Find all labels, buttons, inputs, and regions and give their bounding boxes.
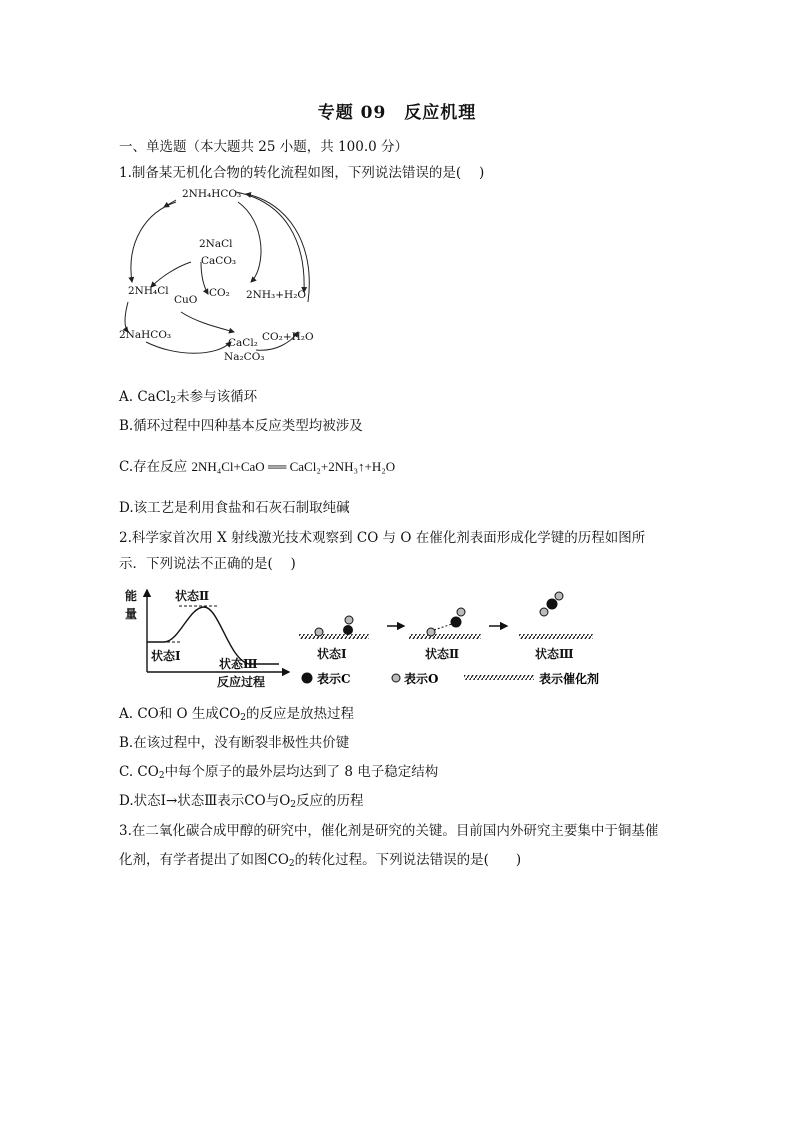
reaction-equation: 2NH₄Cl+CaO ══ CaCl₂+2NH₃↑+H₂O [191, 459, 396, 474]
cycle-arrow [146, 342, 231, 353]
section-heading: 一、单选题（本大题共 25 小题，共 100.0 分） [119, 139, 408, 155]
node-caco3: CaCO₃ [201, 255, 237, 267]
cycle-arrow [238, 202, 261, 282]
cycle-arrow [125, 302, 128, 332]
q1-option-a: A. CaCl$_2$未参与该循环 [119, 389, 258, 406]
panel-state-3-label: 状态Ⅲ [535, 647, 574, 661]
curve-state-3-label: 状态Ⅲ [219, 657, 258, 671]
q1-option-c: C.存在反应 2NH₄Cl+CaO ══ CaCl₂+2NH₃↑+H₂O [119, 459, 396, 475]
q2-option-c: C. $CO_2$中每个原子的最外层均达到了 8 电子稳定结构 [119, 764, 439, 781]
question-1-stem: 1.制备某无机化合物的转化流程如图，下列说法错误的是( ) [119, 165, 485, 181]
node-nahco3: 2NaHCO₃ [119, 329, 172, 341]
node-cacl2: CaCl₂ [228, 337, 258, 349]
cycle-arrow [151, 262, 191, 287]
oxygen-atom [427, 628, 435, 636]
panel-state-2-label: 状态Ⅱ [425, 647, 460, 661]
legend-catalyst-label: 表示催化剂 [539, 672, 600, 686]
q2-option-d: D.状态Ⅰ→状态Ⅲ表示CO与$O_2$反应的历程 [119, 793, 364, 810]
q2-option-a: A. CO和 O 生成$CO_2$的反应是放热过程 [119, 706, 355, 723]
q1-option-b: B.循环过程中四种基本反应类型均被涉及 [119, 418, 363, 434]
oxygen-atom [540, 608, 548, 616]
catalyst-surface-1 [299, 634, 369, 639]
question-2-stem-line1: 2.科学家首次用 X 射线激光技术观察到 CO 与 O 在催化剂表面形成化学键的历程如图所 [119, 530, 646, 546]
question-2-stem-line2: 示．下列说法不正确的是( ) [119, 556, 296, 572]
question-3-stem-line2: 化剂，有学者提出了如图$CO_2$的转化过程。下列说法错误的是( ) [119, 852, 522, 869]
catalyst-surface-2 [409, 634, 481, 639]
cycle-arrow [246, 194, 309, 302]
energy-axis-label-2: 量 [125, 607, 138, 621]
carbon-atom [343, 625, 353, 635]
node-nh4cl: 2NH₄Cl [128, 285, 169, 297]
q1-cycle-diagram [116, 182, 322, 372]
cycle-arrow [236, 192, 304, 292]
panel-state-1-label: 状态Ⅰ [317, 647, 347, 661]
cycle-arrow [181, 312, 234, 332]
node-nh4hco3: 2NH₄HCO₃ [182, 188, 242, 200]
page-title: 专题 09 反应机理 [317, 103, 477, 123]
oxygen-atom [315, 628, 323, 636]
node-na2co3: Na₂CO₃ [224, 351, 265, 363]
node-nh3-h2o: 2NH₃+H₂O [246, 289, 307, 301]
catalyst-surface-3 [519, 634, 593, 639]
legend-carbon-icon [302, 673, 313, 684]
cycle-arrow [131, 202, 176, 282]
q1-option-d: D.该工艺是利用食盐和石灰石制取纯碱 [119, 500, 350, 516]
oxygen-atom [555, 592, 563, 600]
curve-state-1-label: 状态Ⅰ [151, 649, 181, 663]
curve-state-2-label: 状态Ⅱ [175, 589, 210, 603]
node-co2: CO₂ [209, 287, 230, 299]
carbon-atom [451, 617, 462, 628]
cycle-arrow [164, 200, 176, 207]
legend-oxygen-icon [392, 674, 400, 682]
legend-catalyst-icon [464, 675, 534, 680]
node-nacl: 2NaCl [199, 238, 233, 250]
oxygen-atom [345, 616, 353, 624]
oxygen-atom [457, 608, 465, 616]
carbon-atom [547, 599, 558, 610]
legend-oxygen-label: 表示O [404, 672, 439, 686]
process-axis-label: 反应过程 [217, 675, 266, 689]
q2-option-b: B.在该过程中，没有断裂非极性共价键 [119, 735, 350, 751]
node-cuo: CuO [174, 294, 198, 306]
legend-carbon-label: 表示C [317, 672, 351, 686]
question-3-stem-line1: 3.在二氧化碳合成甲醇的研究中，催化剂是研究的关键。目前国内外研究主要集中于铜基催 [119, 823, 659, 839]
energy-axis-label-1: 能 [125, 589, 138, 603]
q2-energy-figure [119, 582, 639, 692]
node-co2-h2o: CO₂+H₂O [262, 331, 314, 343]
